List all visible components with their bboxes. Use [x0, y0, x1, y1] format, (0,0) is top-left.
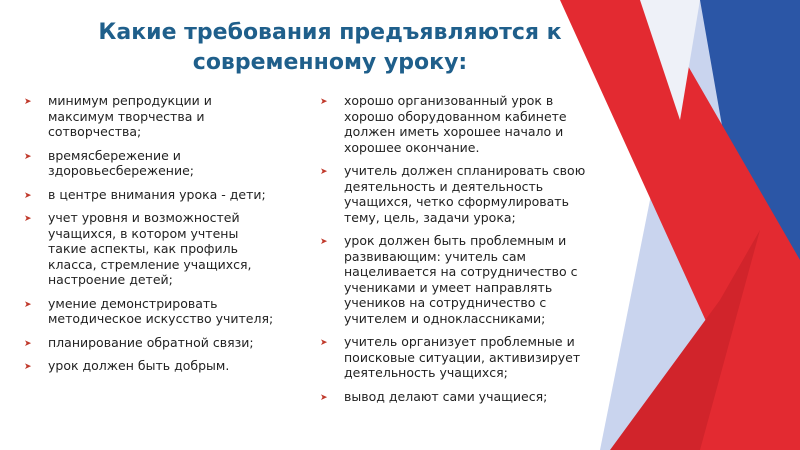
list-item [22, 187, 312, 203]
arrow-bullet-icon: ➤ [24, 97, 32, 107]
list-item-text: учет уровня и возможностей учащихся, в котором учтены такие аспекты, как профиль класса, стремление учащихся, настроение детей; [48, 210, 252, 287]
list-item [22, 210, 312, 288]
list-item-text: хорошо организованный урок в хорошо оборудованном кабинете должен иметь хорошее начало и хорошее окончание. [344, 93, 567, 155]
list-item [318, 389, 608, 405]
arrow-bullet-icon: ➤ [320, 97, 328, 107]
arrow-bullet-icon: ➤ [320, 167, 328, 177]
list-item-text: учитель должен спланировать свою деятельность и деятельность учащихся, четко сформулировать тему, цель, задачи урока; [344, 163, 586, 225]
list-item [318, 233, 608, 326]
arrow-bullet-icon: ➤ [320, 338, 328, 348]
list-item [22, 93, 312, 140]
arrow-bullet-icon: ➤ [24, 214, 32, 224]
arrow-bullet-icon: ➤ [24, 190, 32, 201]
list-item-text: учитель организует проблемные и поисковые ситуации, активизирует деятельность учащихся; [344, 334, 581, 380]
list-item [22, 148, 312, 179]
list-item [318, 163, 608, 225]
list-item [22, 358, 312, 374]
arrow-bullet-icon: ➤ [24, 299, 32, 310]
arrow-bullet-icon: ➤ [24, 362, 32, 372]
slide-title [40, 18, 620, 78]
arrow-bullet-icon: ➤ [320, 237, 328, 247]
list-item-text: минимум репродукции и максимум творчества и сотворчества; [48, 93, 212, 139]
arrow-bullet-icon: ➤ [320, 392, 328, 403]
list-item-text: вывод делают сами учащиеся; [344, 388, 548, 404]
list-item [318, 93, 608, 155]
title-text: Какие требования предъявляются к современному уроку: [98, 20, 562, 75]
arrow-bullet-icon: ➤ [24, 338, 32, 349]
list-item-text: урок должен быть добрым. [48, 358, 230, 373]
list-item [22, 296, 312, 327]
list-item-text: урок должен быть проблемным и развивающим: учитель сам нацеливается на сотрудничество с учениками и умеет направлять учеников на сотрудничество с учителем и одноклассниками; [344, 233, 578, 326]
list-item-text: времясбережение и здоровьесбережение; [48, 147, 194, 178]
list-item [22, 335, 312, 351]
arrow-bullet-icon: ➤ [24, 151, 32, 162]
right-bullet-list [318, 93, 608, 412]
list-item-text: умение демонстрировать методическое искусство учителя; [48, 295, 274, 326]
left-bullet-list [22, 93, 312, 382]
list-item [318, 334, 608, 381]
list-item-text: в центре внимания урока - дети; [48, 186, 266, 202]
list-item-text: планирование обратной связи; [48, 334, 254, 350]
